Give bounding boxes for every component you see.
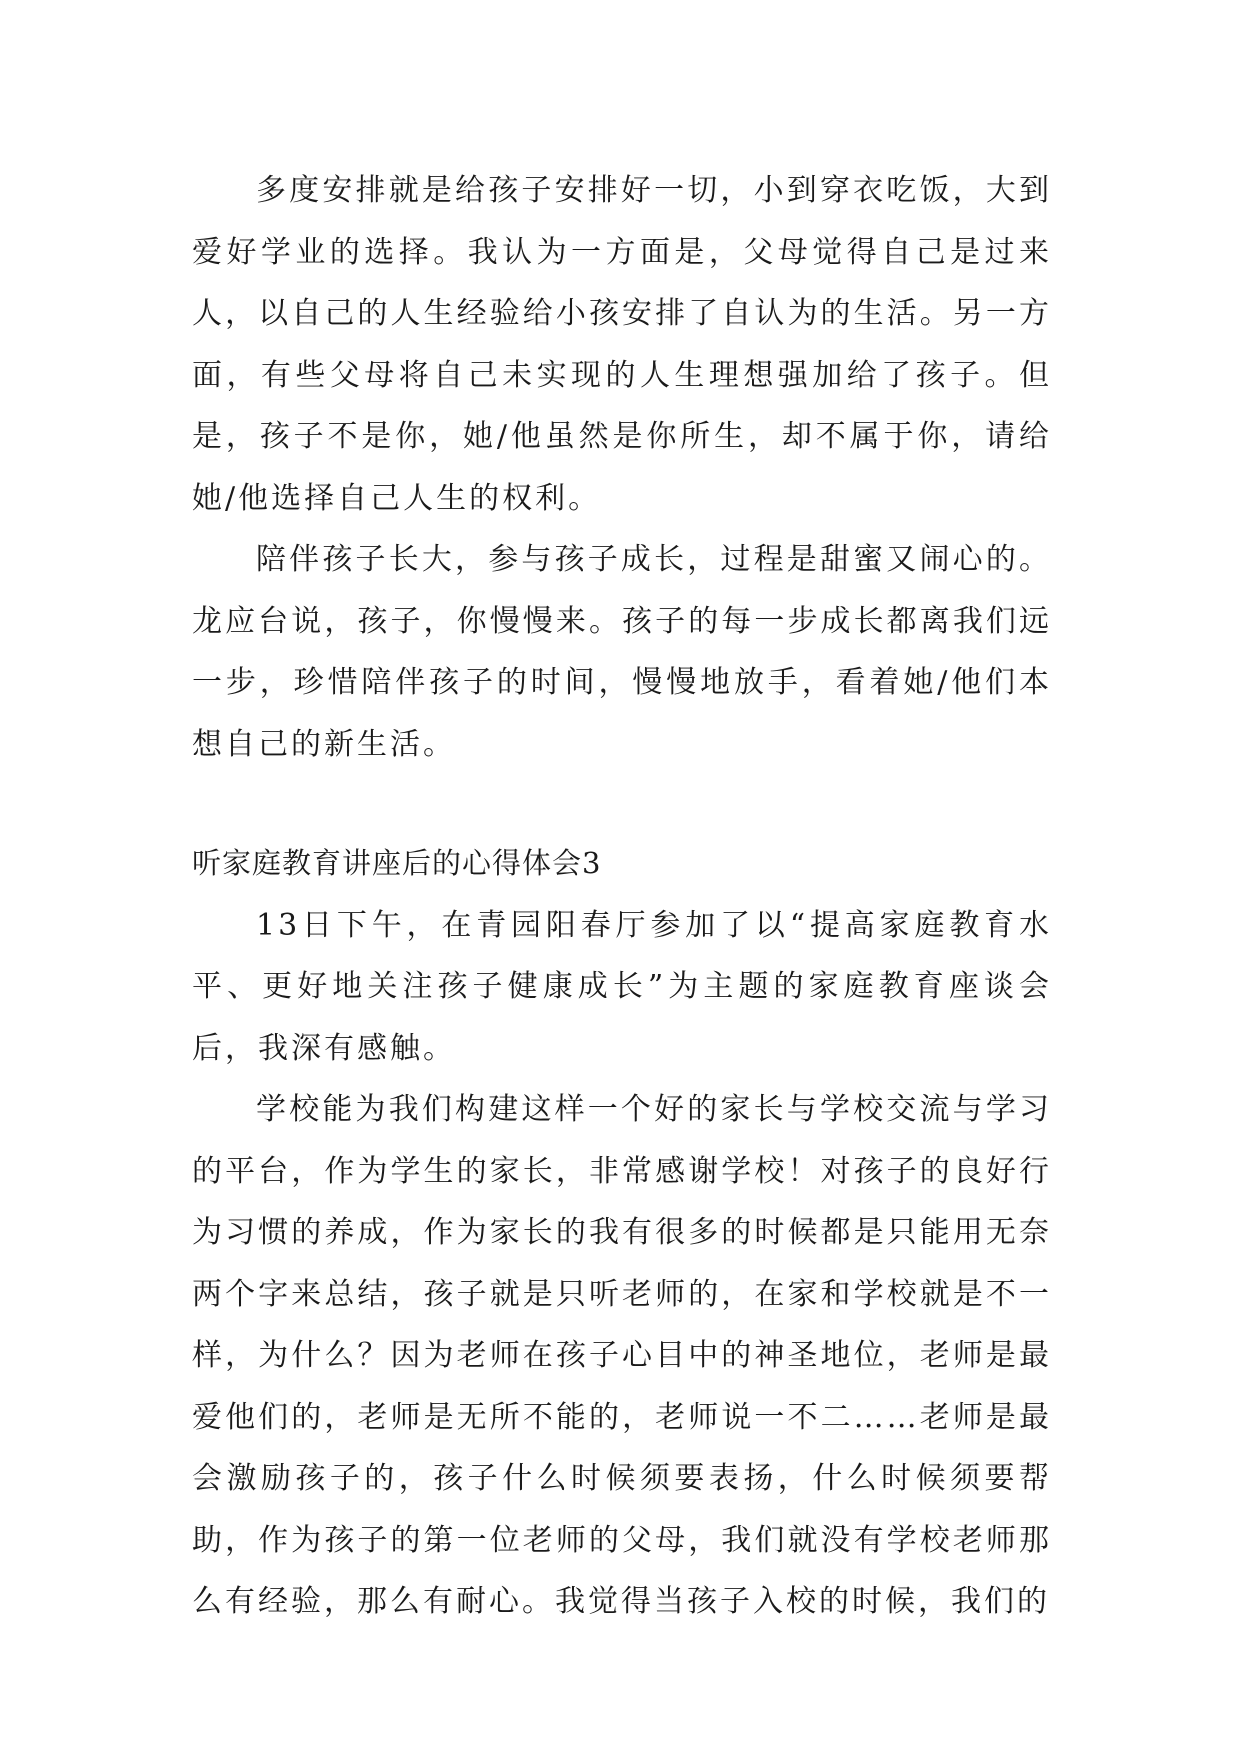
paragraph-school-platform: 学校能为我们构建这样一个好的家长与学校交流与学习的平台，作为学生的家长，非常感谢学校！对孩子的良好行为习惯的养成，作为家长的我有很多的时候都是只能用无奈两个字来总结，孩子就是只听老师的，在家和学校就是不一样，为什么？因为老师在孩子心目中的神圣地位，老师是最爱他们的，老师是无所不能的，老师说一不二……老师是最会激励孩子的，孩子什么时候须要表扬，什么时候须要帮助，作为孩子的第一位老师的父母，我们就没有学校老师那么有经验，那么有耐心。我觉得当孩子入校的时候，我们的 — [192, 1092, 1052, 1619]
section-spacer — [192, 775, 1052, 833]
section-title: 听家庭教育讲座后的心得体会3 — [192, 846, 602, 880]
document-body — [192, 160, 1052, 1633]
paragraph-companionship: 陪伴孩子长大，参与孩子成长，过程是甜蜜又闹心的。龙应台说，孩子，你慢慢来。孩子的每一步成长都离我们远一步，珍惜陪伴孩子的时间，慢慢地放手，看着她/他们本想自己的新生活。 — [192, 542, 1052, 762]
paragraph-seminar: 13日下午，在青园阳春厅参加了以“提高家庭教育水平、更好地关注孩子健康成长”为主题的家庭教育座谈会后，我深有感触。 — [192, 907, 1052, 1066]
paragraph-arrangement: 多度安排就是给孩子安排好一切，小到穿衣吃饭，大到爱好学业的选择。我认为一方面是，父母觉得自己是过来人，以自己的人生经验给小孩安排了自认为的生活。另一方面，有些父母将自己未实现的人生理想强加给了孩子。但是，孩子不是你，她/他虽然是你所生，却不属于你，请给她/他选择自己人生的权利。 — [192, 173, 1052, 516]
